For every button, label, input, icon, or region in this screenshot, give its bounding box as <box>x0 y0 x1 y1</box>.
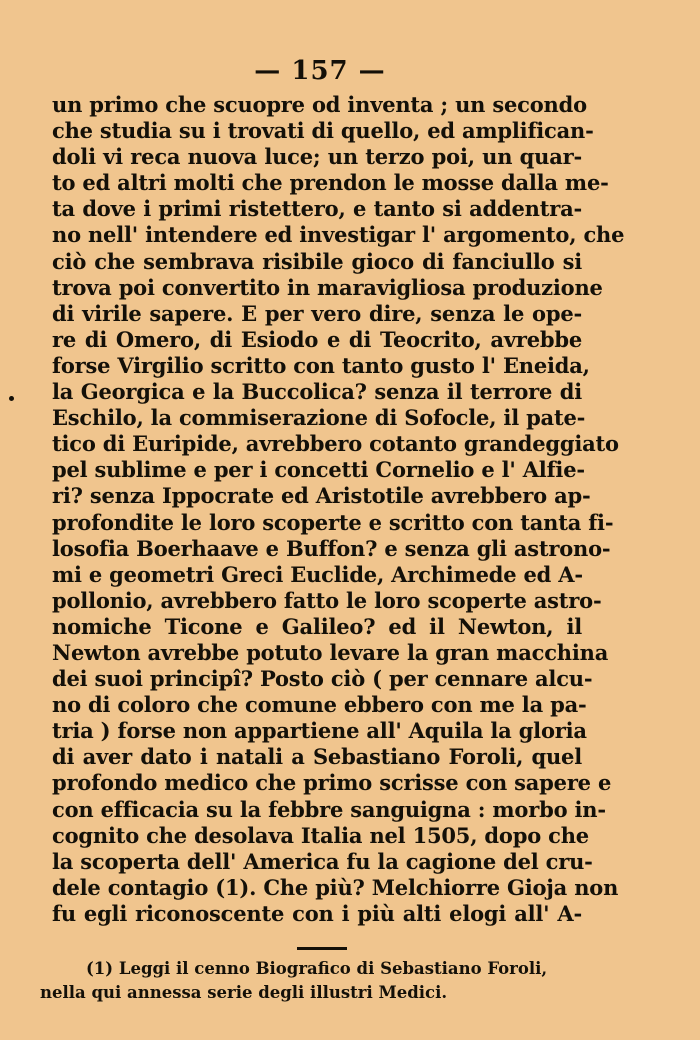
text-line: la scoperta dell' America fu la cagione del cru- <box>52 848 593 874</box>
text-line: la Georgica e la Buccolica? senza il terrore di <box>52 379 582 405</box>
text-line: di virile sapere. E per vero dire, senza le ope- <box>52 300 582 326</box>
text-line: tria ) forse non appartiene all' Aquila la gloria <box>52 718 587 744</box>
text-line: profondite le loro scoperte e scritto con tanta fi- <box>52 509 614 535</box>
text-line: con efficacia su la febbre sanguigna : morbo in- <box>52 796 606 822</box>
page-number: — 157 — <box>254 56 386 86</box>
text-line: mi e geometri Greci Euclide, Archimede ed A- <box>52 561 583 587</box>
text-line: un primo che scuopre od inventa ; un secondo <box>52 92 587 117</box>
text-line: losofia Boerhaave e Buffon? e senza gli astrono- <box>52 535 611 561</box>
text-line: tico di Euripide, avrebbero cotanto grandeggiato <box>52 431 619 457</box>
text-line: dele contagio (1). Che più? Melchiorre Gioja non <box>52 874 619 900</box>
text-line: trova poi convertito in maravigliosa produzione <box>52 274 603 300</box>
footnote-line: (1) Leggi il cenno Biografico di Sebastiano Foroli, <box>86 959 548 978</box>
text-line: forse Virgilio scritto con tanto gusto l' Eneida, <box>52 352 590 378</box>
text-line: no nell' intendere ed investigar l' argomento, che <box>52 222 625 248</box>
text-line: Eschilo, la commiserazione di Sofocle, il pate- <box>52 405 586 431</box>
footnote-divider <box>297 947 347 950</box>
text-line: Newton avrebbe potuto levare la gran macchina <box>52 639 609 665</box>
text-line: pollonio, avrebbero fatto le loro scoperte astro- <box>52 587 602 613</box>
margin-ink-dot <box>9 396 14 401</box>
body-text <box>52 92 625 927</box>
text-line: fu egli riconoscente con i più alti elogi all' A- <box>52 900 582 926</box>
text-line: no di coloro che comune ebbero con me la pa- <box>52 692 587 718</box>
text-line: che studia su i trovati di quello, ed amplifican- <box>52 118 594 144</box>
text-line: profondo medico che primo scrisse con sapere e <box>52 770 612 796</box>
text-line: doli vi reca nuova luce; un terzo poi, un quar- <box>52 144 582 170</box>
text-line: nomiche Ticone e Galileo? ed il Newton, il <box>52 613 582 639</box>
text-line: pel sublime e per i concetti Cornelio e l' Alfie- <box>52 457 585 483</box>
footnote-line: nella qui annessa serie degli illustri Medici. <box>40 983 448 1002</box>
text-line: cognito che desolava Italia nel 1505, dopo che <box>52 822 589 848</box>
text-line: to ed altri molti che prendon le mosse dalla me- <box>52 170 609 196</box>
text-line: dei suoi principî? Posto ciò ( per cennare alcu- <box>52 666 593 692</box>
text-line: re di Omero, di Esiodo e di Teocrito, avrebbe <box>52 326 582 352</box>
text-line: ri? senza Ippocrate ed Aristotile avrebbero ap- <box>52 483 591 509</box>
text-line: ta dove i primi ristettero, e tanto si addentra- <box>52 196 582 222</box>
text-line: ciò che sembrava risibile gioco di fanciullo si <box>52 248 582 274</box>
text-line: di aver dato i natali a Sebastiano Foroli, quel <box>52 744 582 770</box>
